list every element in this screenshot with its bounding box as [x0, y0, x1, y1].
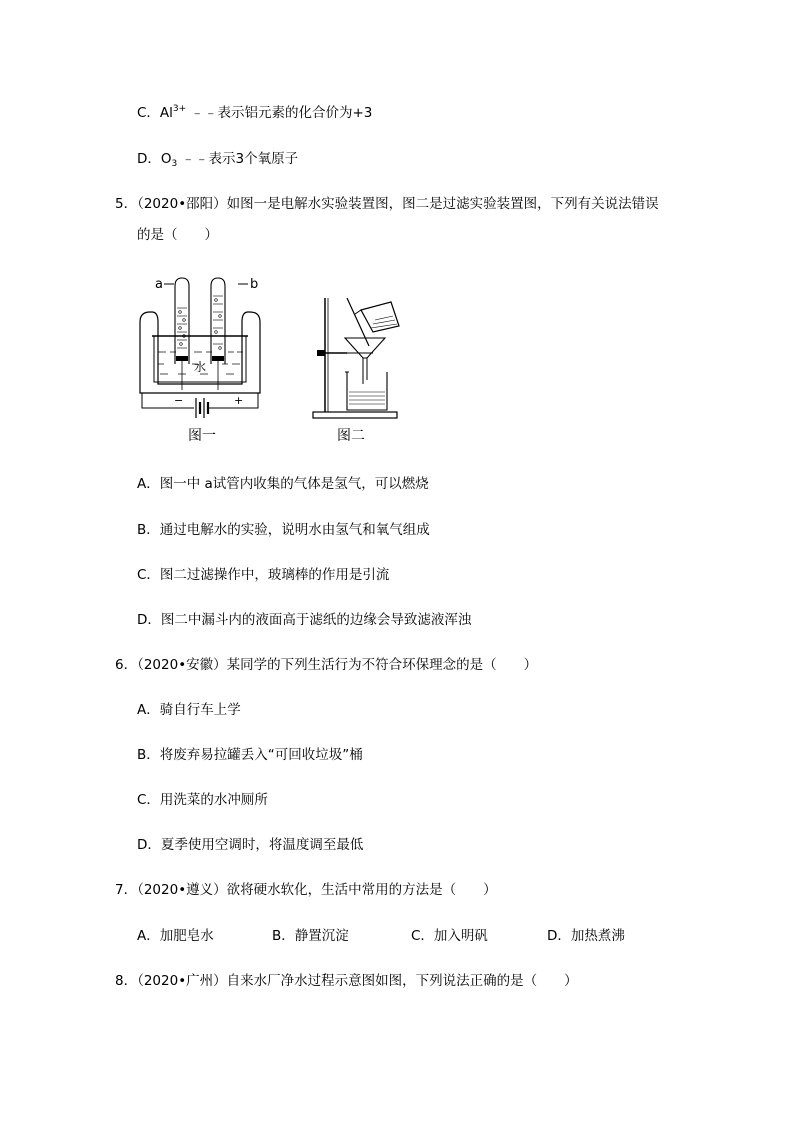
q5-option-c: C．图二过滤操作中，玻璃棒的作用是引流	[137, 567, 390, 583]
q7-option-b: B．静置沉淀	[272, 928, 349, 944]
q6-option-b: B．将废弃易拉罐丢入“可回收垃圾”桶	[137, 747, 363, 763]
q6-option-c: C．用洗菜的水冲厕所	[137, 792, 268, 808]
q4-option-d: D．$O_3$ ﹣﹣表示3个氧原子	[137, 151, 299, 169]
q6-option-a: A．骑自行车上学	[137, 702, 241, 718]
label-b: b	[250, 277, 259, 292]
q5-option-b: B．通过电解水的实验，说明水由氢气和氧气组成	[137, 522, 430, 538]
q6-stem: 6．（2020•安徽）某同学的下列生活行为不符合环保理念的是（ ）	[115, 657, 538, 673]
q6-option-d: D．夏季使用空调时，将温度调至最低	[137, 837, 364, 853]
q5-stem: 5．（2020•邵阳）如图一是电解水实验装置图，图二是过滤实验装置图，下列有关说法错误	[115, 196, 659, 212]
q7-stem: 7．（2020•遵义）欲将硬水软化，生活中常用的方法是（ ）	[115, 882, 497, 898]
figure-electrolysis	[130, 268, 280, 448]
q7-option-c: C．加入明矾	[411, 928, 488, 944]
label-water: 水	[194, 360, 207, 374]
q8-stem: 8．（2020•广州）自来水厂净水过程示意图如图，下列说法正确的是（ ）	[115, 973, 578, 989]
q5-option-d: D．图二中漏斗内的液面高于滤纸的边缘会导致滤液浑浊	[137, 612, 472, 628]
q4-option-c: C．$Al^{3+}$ ﹣﹣表示铝元素的化合价为+3	[137, 104, 373, 121]
label-plus: +	[234, 394, 244, 407]
figure2-caption: 图二	[337, 428, 365, 444]
q5-stem-cont: 的是（ ）	[137, 227, 218, 243]
label-a: a	[155, 277, 163, 292]
figure1-caption: 图一	[188, 428, 216, 444]
q5-option-a: A．图一中 a试管内收集的气体是氢气，可以燃烧	[137, 476, 429, 492]
q7-option-a: A．加肥皂水	[137, 928, 214, 944]
q7-option-d: D．加热煮沸	[547, 928, 625, 944]
figure-filtration	[305, 288, 425, 448]
label-minus: −	[174, 394, 184, 407]
